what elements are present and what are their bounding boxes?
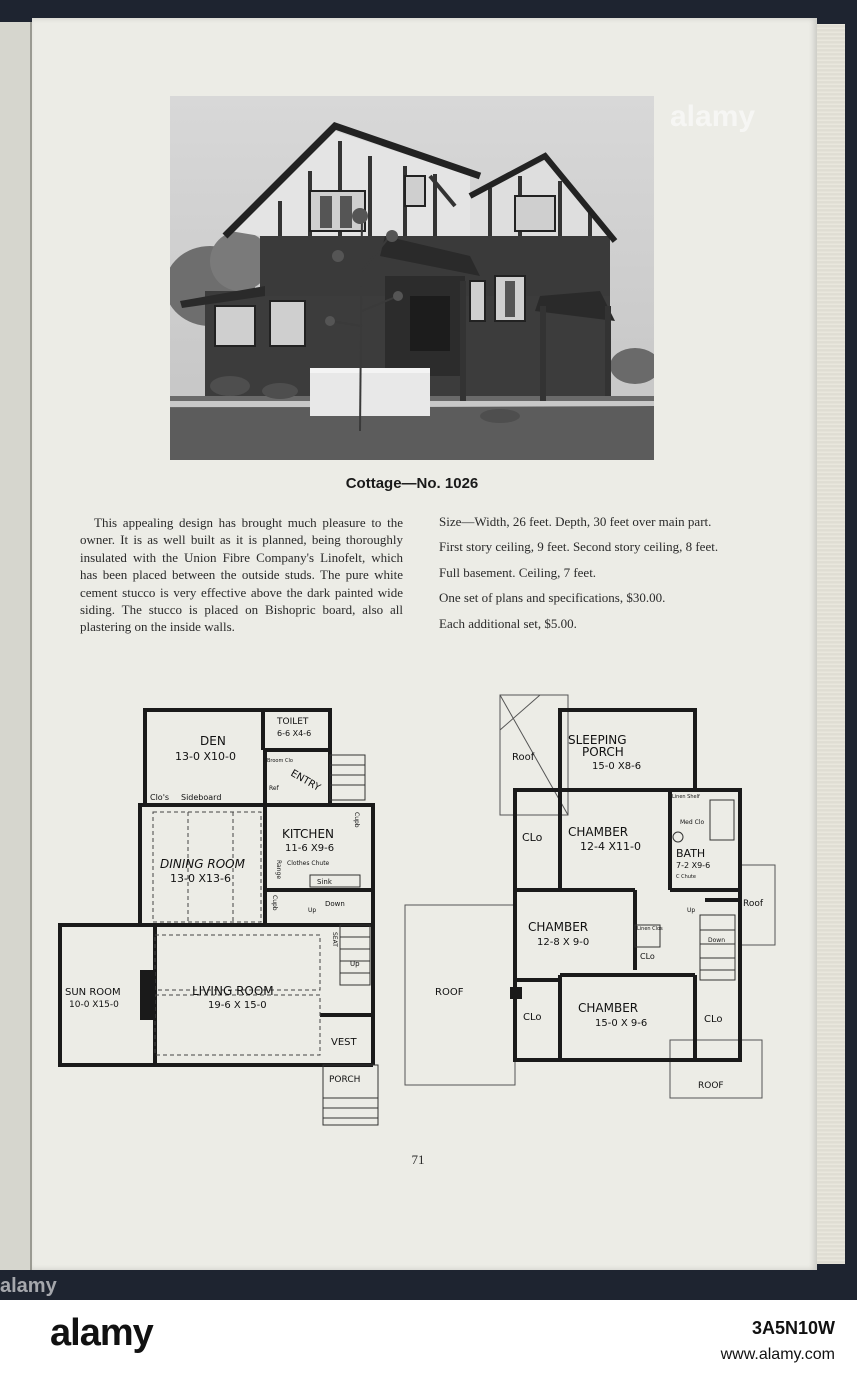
broom-closet-label: Broom Clo — [267, 758, 293, 764]
toilet-size: 6-6 X4-6 — [277, 729, 312, 738]
cottage-photo — [170, 96, 654, 460]
first-floor-plan — [55, 700, 385, 1130]
chamber-3-label: CHAMBER — [578, 1001, 639, 1015]
clothes-chute-label: Clothes Chute — [287, 860, 330, 867]
living-room-label: LIVING ROOM — [192, 984, 274, 998]
chamber-2-label: CHAMBER — [528, 920, 589, 934]
toilet-label: TOILET — [277, 717, 309, 727]
kitchen-size: 11-6 X9-6 — [285, 843, 335, 854]
bath-size: 7-2 X9-6 — [676, 861, 711, 870]
kitchen-label: KITCHEN — [282, 827, 334, 841]
medicine-closet-label: Med Clo — [680, 819, 705, 826]
image-id: 3A5N10W — [751, 1318, 835, 1338]
closet-bottom-left-label: CLo — [523, 1012, 542, 1023]
chamber-1-label: CHAMBER — [568, 825, 629, 839]
dining-room-label: DINING ROOM — [160, 857, 245, 871]
closet-mid-label: CLo — [640, 952, 655, 961]
range-label: Range — [275, 860, 282, 880]
alamy-logo: alamy — [50, 1312, 153, 1354]
sleeping-porch-label-2: PORCH — [582, 745, 624, 759]
sun-room-size: 10-0 X15-0 — [69, 1000, 119, 1010]
sleeping-porch-size: 15-0 X8-6 — [592, 761, 642, 772]
down-stair-label: Down — [708, 937, 726, 944]
chamber-2-size: 12-8 X 9-0 — [537, 937, 590, 948]
sideboard-label: Sideboard — [181, 793, 222, 802]
living-room-size: 19-6 X 15-0 — [208, 1000, 267, 1011]
linen-shelf-label: Linen Shelf — [672, 794, 700, 800]
up-small-label: Up — [308, 907, 317, 914]
closet-bottom-right-label: CLo — [704, 1014, 723, 1025]
page-title: Cottage—No. 1026 — [345, 475, 479, 492]
spec-basement: Full basement. Ceiling, 7 feet. — [439, 564, 597, 580]
second-floor-plan — [400, 690, 785, 1110]
roof-left-label: ROOF — [435, 987, 464, 998]
ref-label: Ref — [269, 785, 279, 792]
den-size: 13-0 X10-0 — [175, 750, 236, 763]
closet-left-label: CLo — [522, 831, 543, 844]
den-label: DEN — [200, 734, 226, 748]
roof-bottom-label: ROOF — [698, 1081, 724, 1091]
bath-label: BATH — [676, 847, 706, 860]
roof-right-label: Roof — [743, 899, 764, 909]
spec-size: Size—Width, 26 feet. Depth, 30 feet over main part. — [439, 514, 712, 529]
vestibule-label: VEST — [331, 1037, 357, 1048]
spec-additional-price: Each additional set, $5.00. — [439, 615, 577, 631]
page-number: 71 — [411, 1152, 425, 1167]
porch-label: PORCH — [329, 1075, 361, 1085]
watermark-bottom-left: alamy — [0, 1275, 57, 1297]
spec-plans-price: One set of plans and specifications, $30.00. — [439, 590, 666, 606]
chamber-3-size: 15-0 X 9-6 — [595, 1018, 648, 1029]
up-stair-label: Up — [687, 907, 696, 914]
specifications — [425, 513, 747, 640]
entry-label: ENTRY — [288, 768, 322, 794]
cupboard-label: Cupb — [353, 812, 360, 828]
dining-room-size: 13-0 X13-6 — [170, 872, 231, 885]
alamy-url: www.alamy.com — [720, 1346, 835, 1363]
sink-label: Sink — [317, 878, 332, 886]
cupboard-label-2: Cupb — [271, 895, 278, 911]
description-paragraph: This appealing design has brought much pleasure to the owner. It is as well built as it is planned, being thoroughly insulated with the Union Fibre Company's Linofelt, which has been placed between the outside studs. The pure white cement stucco is very effective above the dark painted wide siding. The stucco is placed on Bishopric board, also all plastering on the inside walls. — [80, 515, 403, 635]
seat-label: SEAT — [331, 932, 338, 947]
watermark-corner: alamy — [670, 100, 756, 133]
spec-ceiling: First story ceiling, 9 feet. Second story ceiling, 8 feet. — [439, 539, 719, 555]
chamber-1-size: 12-4 X11-0 — [580, 840, 641, 853]
down-stair-label: Down — [325, 900, 345, 908]
up-stair-label: Up — [350, 960, 360, 968]
linen-closet-label: Linen Clos — [637, 926, 663, 932]
left-page-edge — [0, 22, 32, 1270]
bath-chute-label: C Chute — [676, 874, 696, 880]
closets-label: Clo's — [150, 793, 170, 802]
sleeping-porch-label: SLEEPING — [568, 733, 627, 747]
sun-room-label: SUN ROOM — [65, 987, 121, 998]
roof-top-label: Roof — [512, 752, 535, 763]
